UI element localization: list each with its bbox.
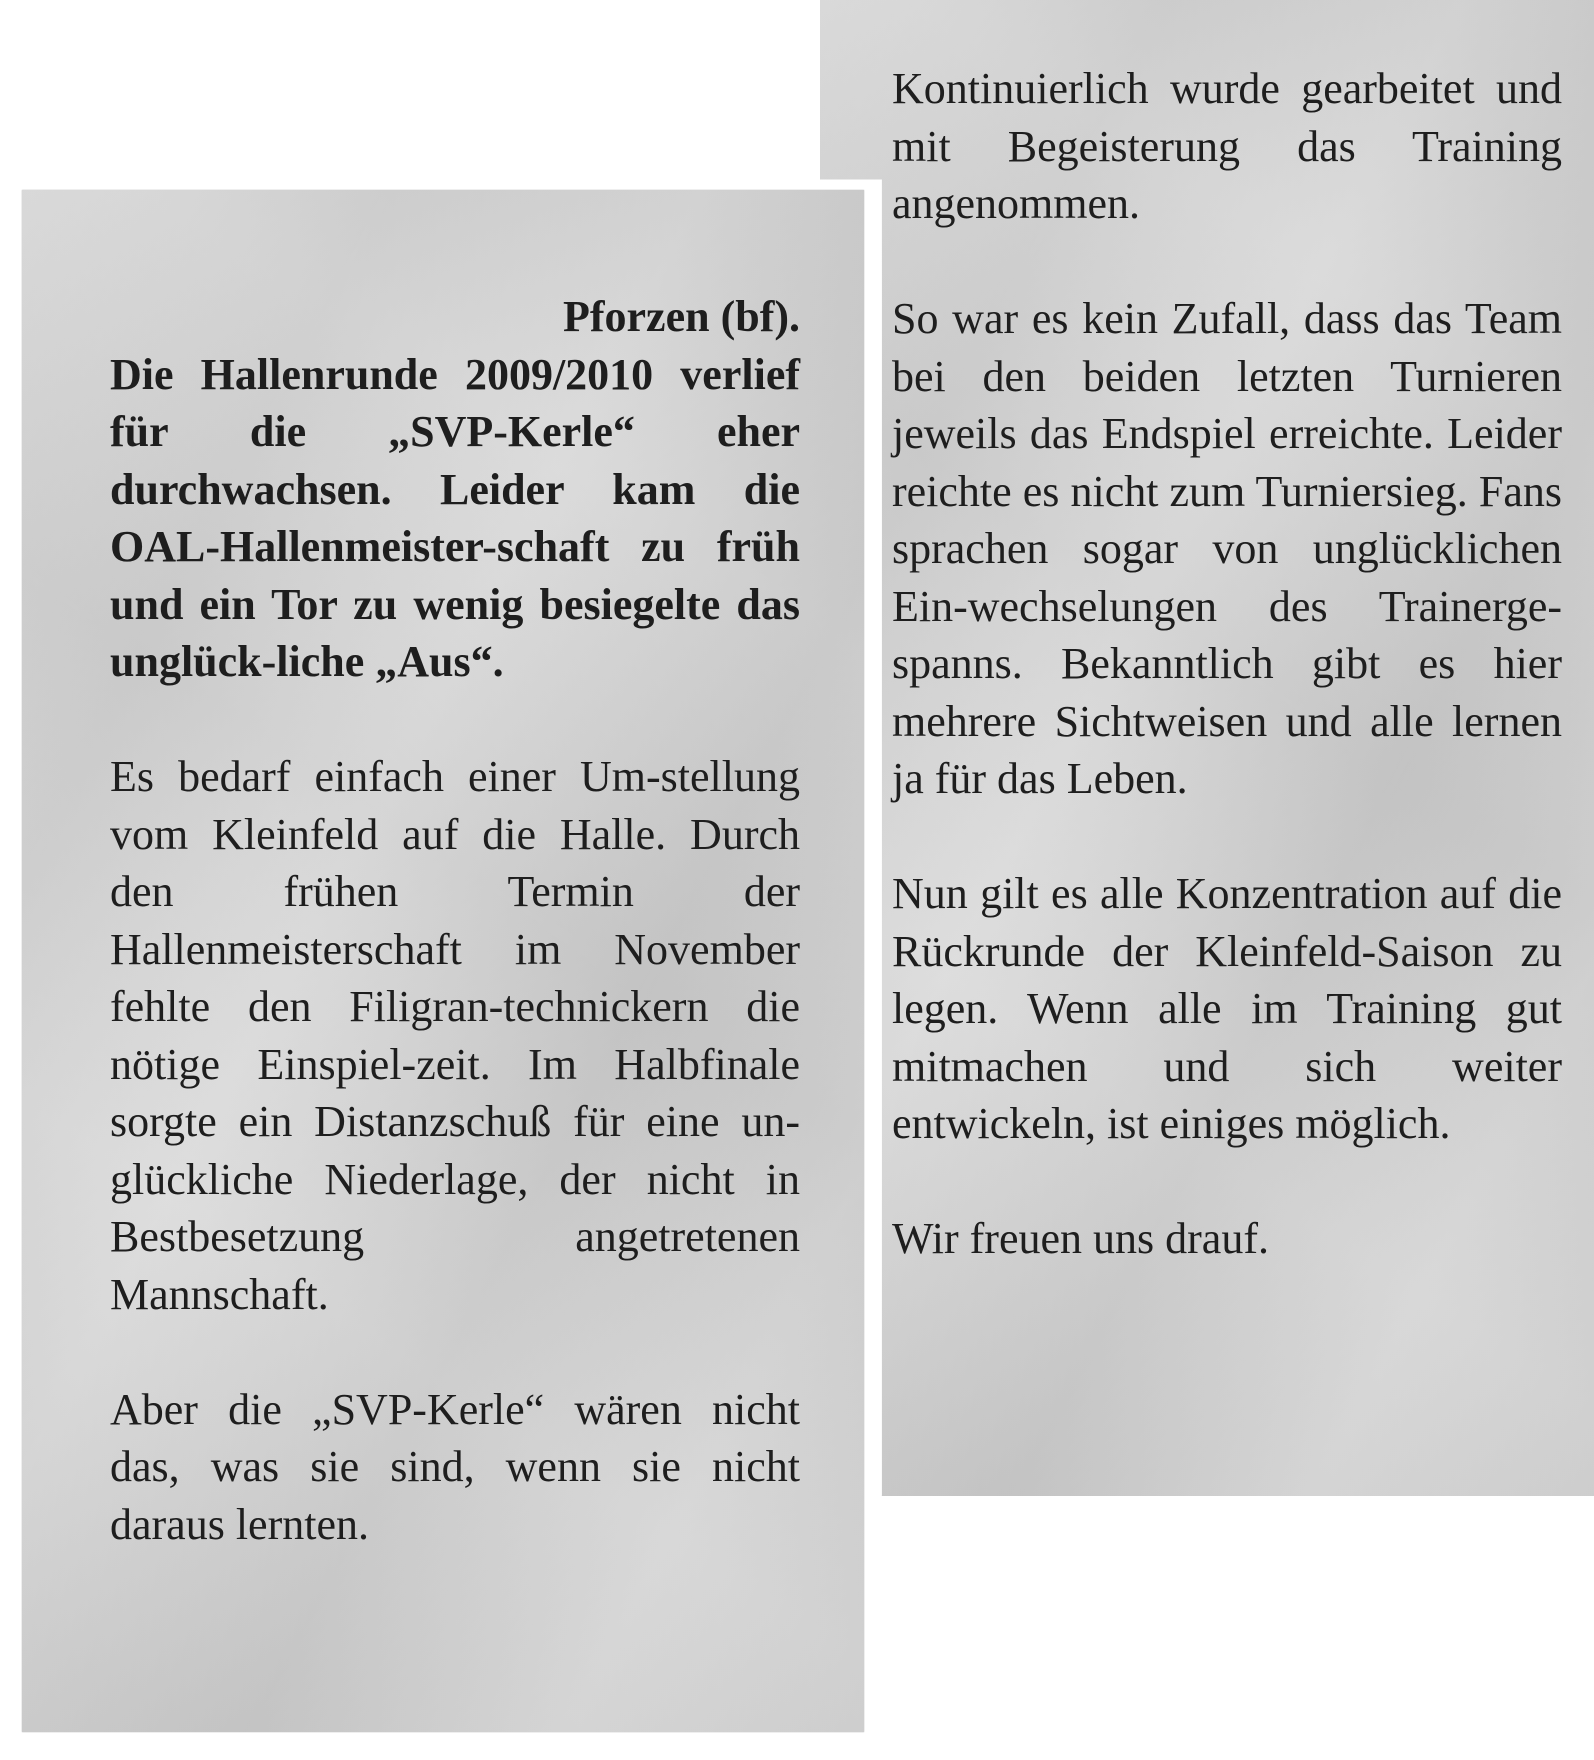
article-paragraph: Es bedarf einfach einer Um-stellung vom Kleinfeld auf die Halle. Durch den frühen Termin der Hallenmeisterschaft im November fehlte den Filigran-technickern die nötige Einspiel-zeit. Im Halbfinale sorgte ein Distanzschuß für eine un-glückliche Niederlage, der nicht in Bestbesetzung angetretenen Mannschaft. xyxy=(110,752,800,1319)
article-right-column xyxy=(892,60,1562,1325)
article-paragraph: So war es kein Zufall, dass das Team bei den beiden letzten Turnieren jeweils das Endspiel erreichte. Leider reichte es nicht zum Turniersieg. Fans sprachen sogar von unglücklichen Ein-wechselungen des Trainerge-spanns. Bekanntlich gibt es hier mehrere Sichtweisen und alle lernen ja für das Leben. xyxy=(892,294,1562,803)
article-paragraph: Aber die „SVP-Kerle“ wären nicht das, was sie sind, wenn sie nicht daraus lernten. xyxy=(110,1384,800,1549)
article-lead-paragraph xyxy=(110,288,800,691)
article-closing-line: Wir freuen uns drauf. xyxy=(892,1214,1269,1263)
article-paragraph: Nun gilt es alle Konzentration auf die Rückrunde der Kleinfeld-Saison zu legen. Wenn alle im Training gut mitmachen und sich weiter entwickeln, ist einiges möglich. xyxy=(892,869,1562,1148)
article-dateline: Pforzen (bf). xyxy=(562,292,800,341)
lead-text: Die Hallenrunde 2009/2010 verlief für die „SVP-Kerle“ eher durchwachsen. Leider kam die OAL-Hallenmeister-schaft zu früh und ein Tor zu wenig besiegelte das unglück-liche „Aus“. xyxy=(110,349,800,686)
article-paragraph: Kontinuierlich wurde gearbeitet und mit Begeisterung das Training angenommen. xyxy=(892,64,1562,228)
article-left-column xyxy=(110,288,800,1611)
